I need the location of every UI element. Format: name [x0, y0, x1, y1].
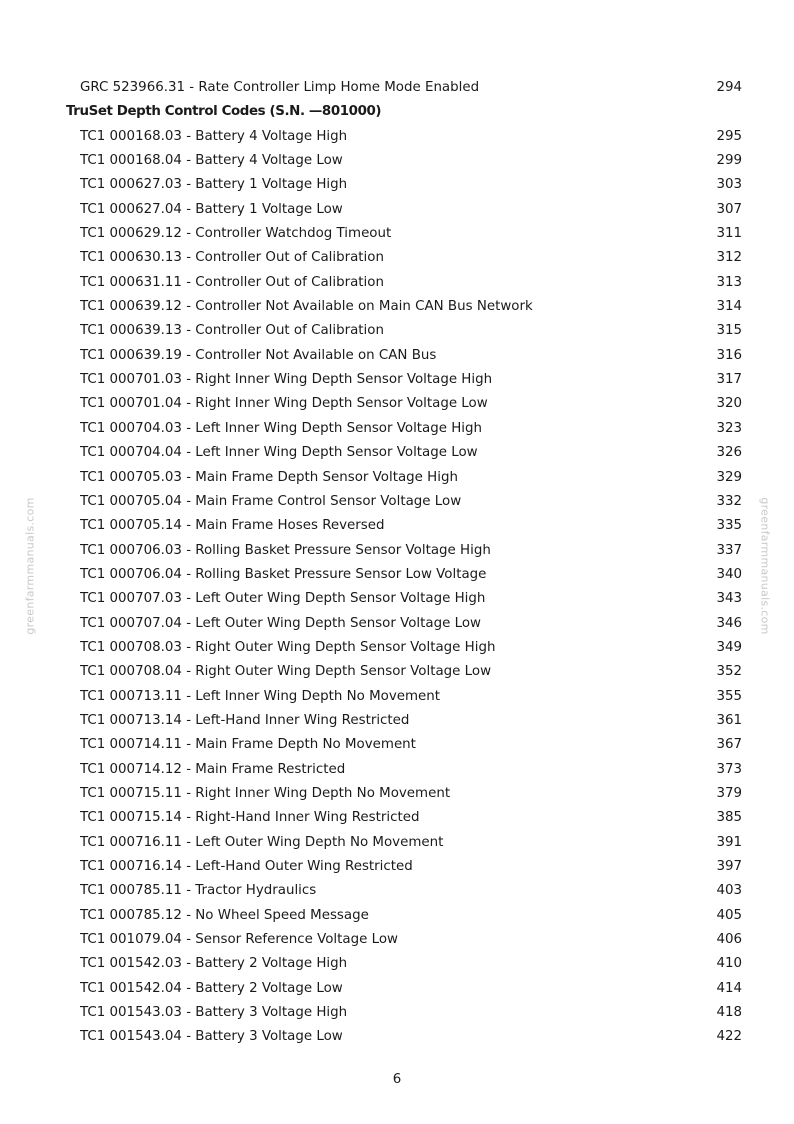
- toc-entry[interactable]: [0, 1025, 794, 1049]
- toc-entry-page: 346: [716, 615, 742, 631]
- toc-entry-page: 361: [716, 712, 742, 728]
- toc-entry[interactable]: [0, 831, 794, 855]
- toc-entry-page: 295: [716, 128, 742, 144]
- toc-entry[interactable]: [0, 709, 794, 733]
- watermark-left: greenfarmmanuals.com: [23, 497, 37, 635]
- toc-entry-page: 335: [716, 518, 742, 534]
- toc-entry-page: 320: [716, 396, 742, 412]
- toc-entry[interactable]: [0, 977, 794, 1001]
- toc-entry-page: 294: [716, 80, 742, 95]
- toc-entry[interactable]: [0, 295, 794, 319]
- toc-entry-title: TC1 000701.03 - Right Inner Wing Depth Sensor Voltage High: [80, 372, 493, 388]
- toc-entry[interactable]: [0, 806, 794, 830]
- toc-entry-page: 326: [716, 445, 742, 461]
- toc-entry-title: TC1 000168.03 - Battery 4 Voltage High: [80, 128, 348, 144]
- toc-entry-page: 352: [716, 664, 742, 680]
- toc-entry[interactable]: [0, 368, 794, 392]
- toc-entry-page: 337: [716, 542, 742, 558]
- toc-entry-title: TC1 000639.12 - Controller Not Available on Main CAN Bus Network: [80, 299, 533, 315]
- toc-entry[interactable]: [0, 441, 794, 465]
- toc-entry-page: 312: [716, 250, 742, 266]
- toc-entry[interactable]: [0, 782, 794, 806]
- toc-entry[interactable]: [0, 1001, 794, 1025]
- toc-entry[interactable]: [0, 563, 794, 587]
- toc-entry-page: 316: [716, 347, 742, 363]
- toc-entry-title: TC1 000168.04 - Battery 4 Voltage Low: [80, 153, 343, 169]
- toc-entry[interactable]: [0, 222, 794, 246]
- toc-entry[interactable]: [0, 636, 794, 660]
- toc-entry[interactable]: [0, 855, 794, 879]
- toc-entry-title: TC1 000716.11 - Left Outer Wing Depth No Movement: [80, 834, 444, 850]
- toc-entry-page: 355: [716, 688, 742, 704]
- toc-entry-title: TC1 000716.14 - Left-Hand Outer Wing Restricted: [80, 859, 413, 874]
- toc-entry-title: TC1 000627.03 - Battery 1 Voltage High: [80, 177, 348, 193]
- toc-entry-title: TC1 000714.12 - Main Frame Restricted: [80, 761, 346, 777]
- toc-entry-page: 332: [716, 493, 742, 509]
- toc-entry-title: TC1 000704.03 - Left Inner Wing Depth Sensor Voltage High: [80, 420, 483, 436]
- watermark-right: greenfarmmanuals.com: [758, 497, 772, 635]
- toc-entry[interactable]: [0, 587, 794, 611]
- toc-entry-page: 311: [716, 226, 742, 242]
- toc-entry-title: TC1 001542.03 - Battery 2 Voltage High: [80, 956, 348, 972]
- toc-entry-title: TC1 000715.14 - Right-Hand Inner Wing Restricted: [80, 810, 420, 826]
- toc-entry[interactable]: [0, 246, 794, 270]
- toc-entry-page: 315: [716, 323, 742, 339]
- toc-entry-page: 349: [716, 639, 742, 655]
- toc-entry-title: TC1 000715.11 - Right Inner Wing Depth No Movement: [80, 785, 451, 801]
- table-of-contents: [0, 76, 794, 1050]
- toc-entry-page: 410: [716, 956, 742, 972]
- toc-entry[interactable]: [0, 539, 794, 563]
- toc-entry-page: 403: [716, 883, 742, 899]
- toc-entry[interactable]: [0, 514, 794, 538]
- toc-entry-title: TC1 001543.03 - Battery 3 Voltage High: [80, 1005, 348, 1021]
- toc-entry[interactable]: [0, 685, 794, 709]
- toc-entry[interactable]: [0, 466, 794, 490]
- toc-entry-page: 323: [716, 420, 742, 436]
- toc-entry[interactable]: [0, 660, 794, 684]
- toc-entry[interactable]: [0, 904, 794, 928]
- toc-entry-page: 343: [716, 591, 742, 607]
- toc-entry-title: TC1 000708.03 - Right Outer Wing Depth Sensor Voltage High: [80, 639, 496, 655]
- toc-entry[interactable]: [0, 758, 794, 782]
- toc-entry-title: TC1 000639.13 - Controller Out of Calibration: [80, 323, 384, 339]
- toc-entry[interactable]: [0, 149, 794, 173]
- toc-entry-title: TC1 000706.03 - Rolling Basket Pressure Sensor Voltage High: [80, 542, 491, 558]
- toc-entry-page: 414: [716, 980, 742, 996]
- toc-entry[interactable]: [0, 125, 794, 149]
- toc-entry-page: 340: [716, 566, 742, 582]
- toc-entry-title: TC1 000705.14 - Main Frame Hoses Reversed: [80, 518, 385, 534]
- toc-entry-title: TC1 000708.04 - Right Outer Wing Depth Sensor Voltage Low: [80, 664, 492, 680]
- toc-entry-page: 373: [716, 761, 742, 777]
- toc-entry[interactable]: [0, 952, 794, 976]
- toc-entry-title: TC1 000639.19 - Controller Not Available on CAN Bus: [80, 347, 437, 363]
- toc-entry-title: TC1 000707.04 - Left Outer Wing Depth Sensor Voltage Low: [80, 615, 481, 631]
- toc-entry-title: TC1 000705.04 - Main Frame Control Sensor Voltage Low: [80, 493, 462, 509]
- toc-entry-title: TC1 000785.12 - No Wheel Speed Message: [80, 907, 369, 923]
- toc-section-heading[interactable]: [0, 100, 794, 124]
- toc-entry-title: TC1 000706.04 - Rolling Basket Pressure Sensor Low Voltage: [80, 566, 487, 582]
- toc-entry-page: 379: [716, 785, 742, 801]
- toc-entry-page: 329: [716, 469, 742, 485]
- toc-entry[interactable]: [0, 344, 794, 368]
- toc-entry-title: TC1 000627.04 - Battery 1 Voltage Low: [80, 201, 343, 217]
- toc-entry-page: 314: [716, 299, 742, 315]
- toc-entry[interactable]: [0, 319, 794, 343]
- toc-entry-title: TC1 000713.11 - Left Inner Wing Depth No Movement: [80, 688, 440, 704]
- page-number: 6: [392, 1072, 402, 1087]
- toc-entry-page: 367: [716, 737, 742, 753]
- toc-entry-page: 422: [716, 1029, 742, 1045]
- toc-entry-page: 385: [716, 810, 742, 826]
- toc-entry-title: TC1 001543.04 - Battery 3 Voltage Low: [80, 1029, 343, 1045]
- toc-entry-page: 397: [716, 859, 742, 874]
- toc-entry-page: 299: [716, 153, 742, 169]
- toc-entry-title: TC1 000714.11 - Main Frame Depth No Movement: [80, 737, 416, 753]
- toc-entry[interactable]: [0, 173, 794, 197]
- toc-entry-title: TC1 000713.14 - Left-Hand Inner Wing Restricted: [80, 712, 410, 728]
- toc-entry-page: 313: [716, 274, 742, 290]
- toc-entry[interactable]: [0, 76, 794, 100]
- toc-entry-page: 307: [716, 201, 742, 217]
- toc-entry[interactable]: [0, 928, 794, 952]
- toc-entry-title: TC1 000704.04 - Left Inner Wing Depth Sensor Voltage Low: [80, 445, 478, 461]
- toc-entry-page: 405: [716, 907, 742, 923]
- toc-entry-title: TC1 000701.04 - Right Inner Wing Depth Sensor Voltage Low: [80, 396, 488, 412]
- toc-entry-title: TC1 000705.03 - Main Frame Depth Sensor Voltage High: [80, 469, 458, 485]
- toc-entry-title: TC1 000629.12 - Controller Watchdog Timeout: [80, 226, 392, 242]
- toc-entry-title: GRC 523966.31 - Rate Controller Limp Home Mode Enabled: [80, 80, 480, 95]
- toc-entry-page: 418: [716, 1005, 742, 1021]
- toc-entry[interactable]: [0, 612, 794, 636]
- toc-entry[interactable]: [0, 417, 794, 441]
- toc-entry-title: TC1 000631.11 - Controller Out of Calibration: [80, 274, 384, 290]
- toc-entry[interactable]: [0, 392, 794, 416]
- toc-entry-title: TC1 001079.04 - Sensor Reference Voltage Low: [80, 932, 398, 948]
- toc-entry-title: TC1 000785.11 - Tractor Hydraulics: [80, 883, 317, 899]
- toc-section-title: TruSet Depth Control Codes (S.N. —801000): [66, 104, 382, 120]
- toc-entry-title: TC1 001542.04 - Battery 2 Voltage Low: [80, 980, 343, 996]
- toc-entry[interactable]: [0, 490, 794, 514]
- toc-entry-title: TC1 000630.13 - Controller Out of Calibration: [80, 250, 384, 266]
- toc-entry-page: 303: [716, 177, 742, 193]
- toc-entry[interactable]: [0, 733, 794, 757]
- toc-entry-page: 391: [716, 834, 742, 850]
- toc-entry[interactable]: [0, 198, 794, 222]
- toc-entry-page: 317: [716, 372, 742, 388]
- toc-entry-title: TC1 000707.03 - Left Outer Wing Depth Sensor Voltage High: [80, 591, 486, 607]
- toc-entry[interactable]: [0, 879, 794, 903]
- toc-entry[interactable]: [0, 271, 794, 295]
- toc-entry-page: 406: [716, 932, 742, 948]
